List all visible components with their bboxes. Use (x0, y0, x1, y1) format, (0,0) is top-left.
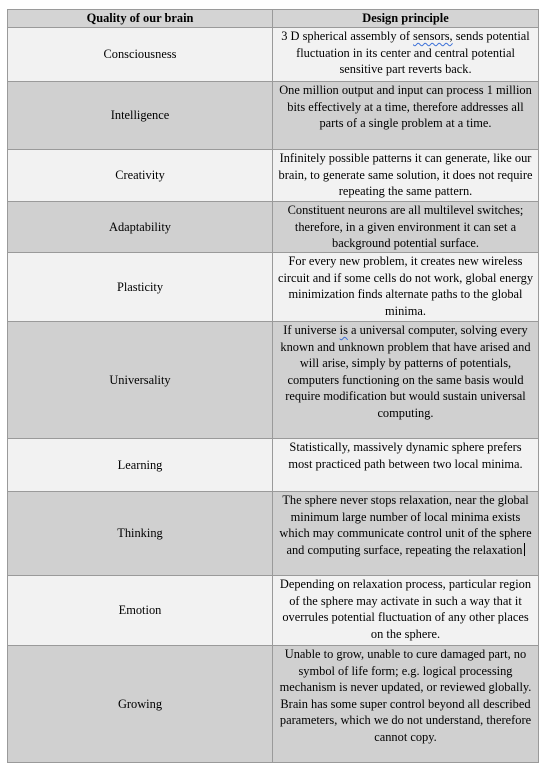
spellcheck-flagged-word: sensors, (413, 29, 453, 43)
principle-cell[interactable]: Constituent neurons are all multilevel switches; therefore, in a given environment it can set a background potential surface. (273, 202, 539, 253)
quality-cell: Universality (8, 322, 273, 439)
quality-cell: Learning (8, 439, 273, 492)
table-row (8, 322, 539, 439)
quality-cell: Adaptability (8, 202, 273, 253)
quality-cell: Creativity (8, 150, 273, 202)
brain-design-table (7, 9, 539, 763)
quality-cell: Growing (8, 646, 273, 763)
principle-text: If universe (283, 323, 340, 337)
principle-cell[interactable]: Depending on relaxation process, particular region of the sphere may activate in such a way that it overrules potential fluctuation of any other places on the sphere. (273, 576, 539, 646)
principle-text: The sphere never stops relaxation, near the global minimum large number of local minima exists which may communicate control unit of the sphere and computing surface, repeating the relaxation (279, 493, 532, 557)
principle-cell[interactable]: Infinitely possible patterns it can generate, like our brain, to generate same solution, it does not require repeating the same pattern. (273, 150, 539, 202)
principle-cell[interactable] (273, 28, 539, 82)
principle-text: a universal computer, solving every known and unknown problem that have arised and will arise, simply by patterns of potentials, computers functioning on the same basis would require modification but would sustain universal computing. (280, 323, 531, 420)
header-quality: Quality of our brain (8, 10, 273, 28)
principle-cell[interactable] (273, 322, 539, 439)
table-row (8, 439, 539, 492)
principle-cell[interactable]: Statistically, massively dynamic sphere prefers most practiced path between two local minima. (273, 439, 539, 492)
principle-cell[interactable] (273, 492, 539, 576)
quality-cell: Intelligence (8, 82, 273, 150)
table-row (8, 28, 539, 82)
quality-cell: Plasticity (8, 253, 273, 322)
table-row (8, 646, 539, 763)
header-design-principle: Design principle (273, 10, 539, 28)
text-cursor (524, 543, 525, 556)
table-header-row (8, 10, 539, 28)
spellcheck-flagged-word: is (339, 323, 348, 337)
quality-cell: Emotion (8, 576, 273, 646)
principle-text: 3 D spherical assembly of (281, 29, 414, 43)
principle-cell[interactable]: Unable to grow, unable to cure damaged part, no symbol of life form; e.g. logical processing mechanism is never updated, or reviewed globally. Brain has some super control beyond all described parameters, which we do not understand, therefore cannot copy. (273, 646, 539, 763)
table-row (8, 253, 539, 322)
table-row (8, 150, 539, 202)
table-row (8, 82, 539, 150)
quality-cell: Consciousness (8, 28, 273, 82)
table-row (8, 202, 539, 253)
principle-text: sends potential fluctuation in its center and central potential sensitive part reverts back. (296, 29, 530, 77)
table-row (8, 492, 539, 576)
principle-cell[interactable]: For every new problem, it creates new wireless circuit and if some cells do not work, global energy minimization finds alternate paths to the global minima. (273, 253, 539, 322)
table-row (8, 576, 539, 646)
quality-cell: Thinking (8, 492, 273, 576)
document-table-container (7, 9, 538, 763)
principle-cell[interactable]: One million output and input can process 1 million bits effectively at a time, therefore addresses all parts of a single problem at a time. (273, 82, 539, 150)
